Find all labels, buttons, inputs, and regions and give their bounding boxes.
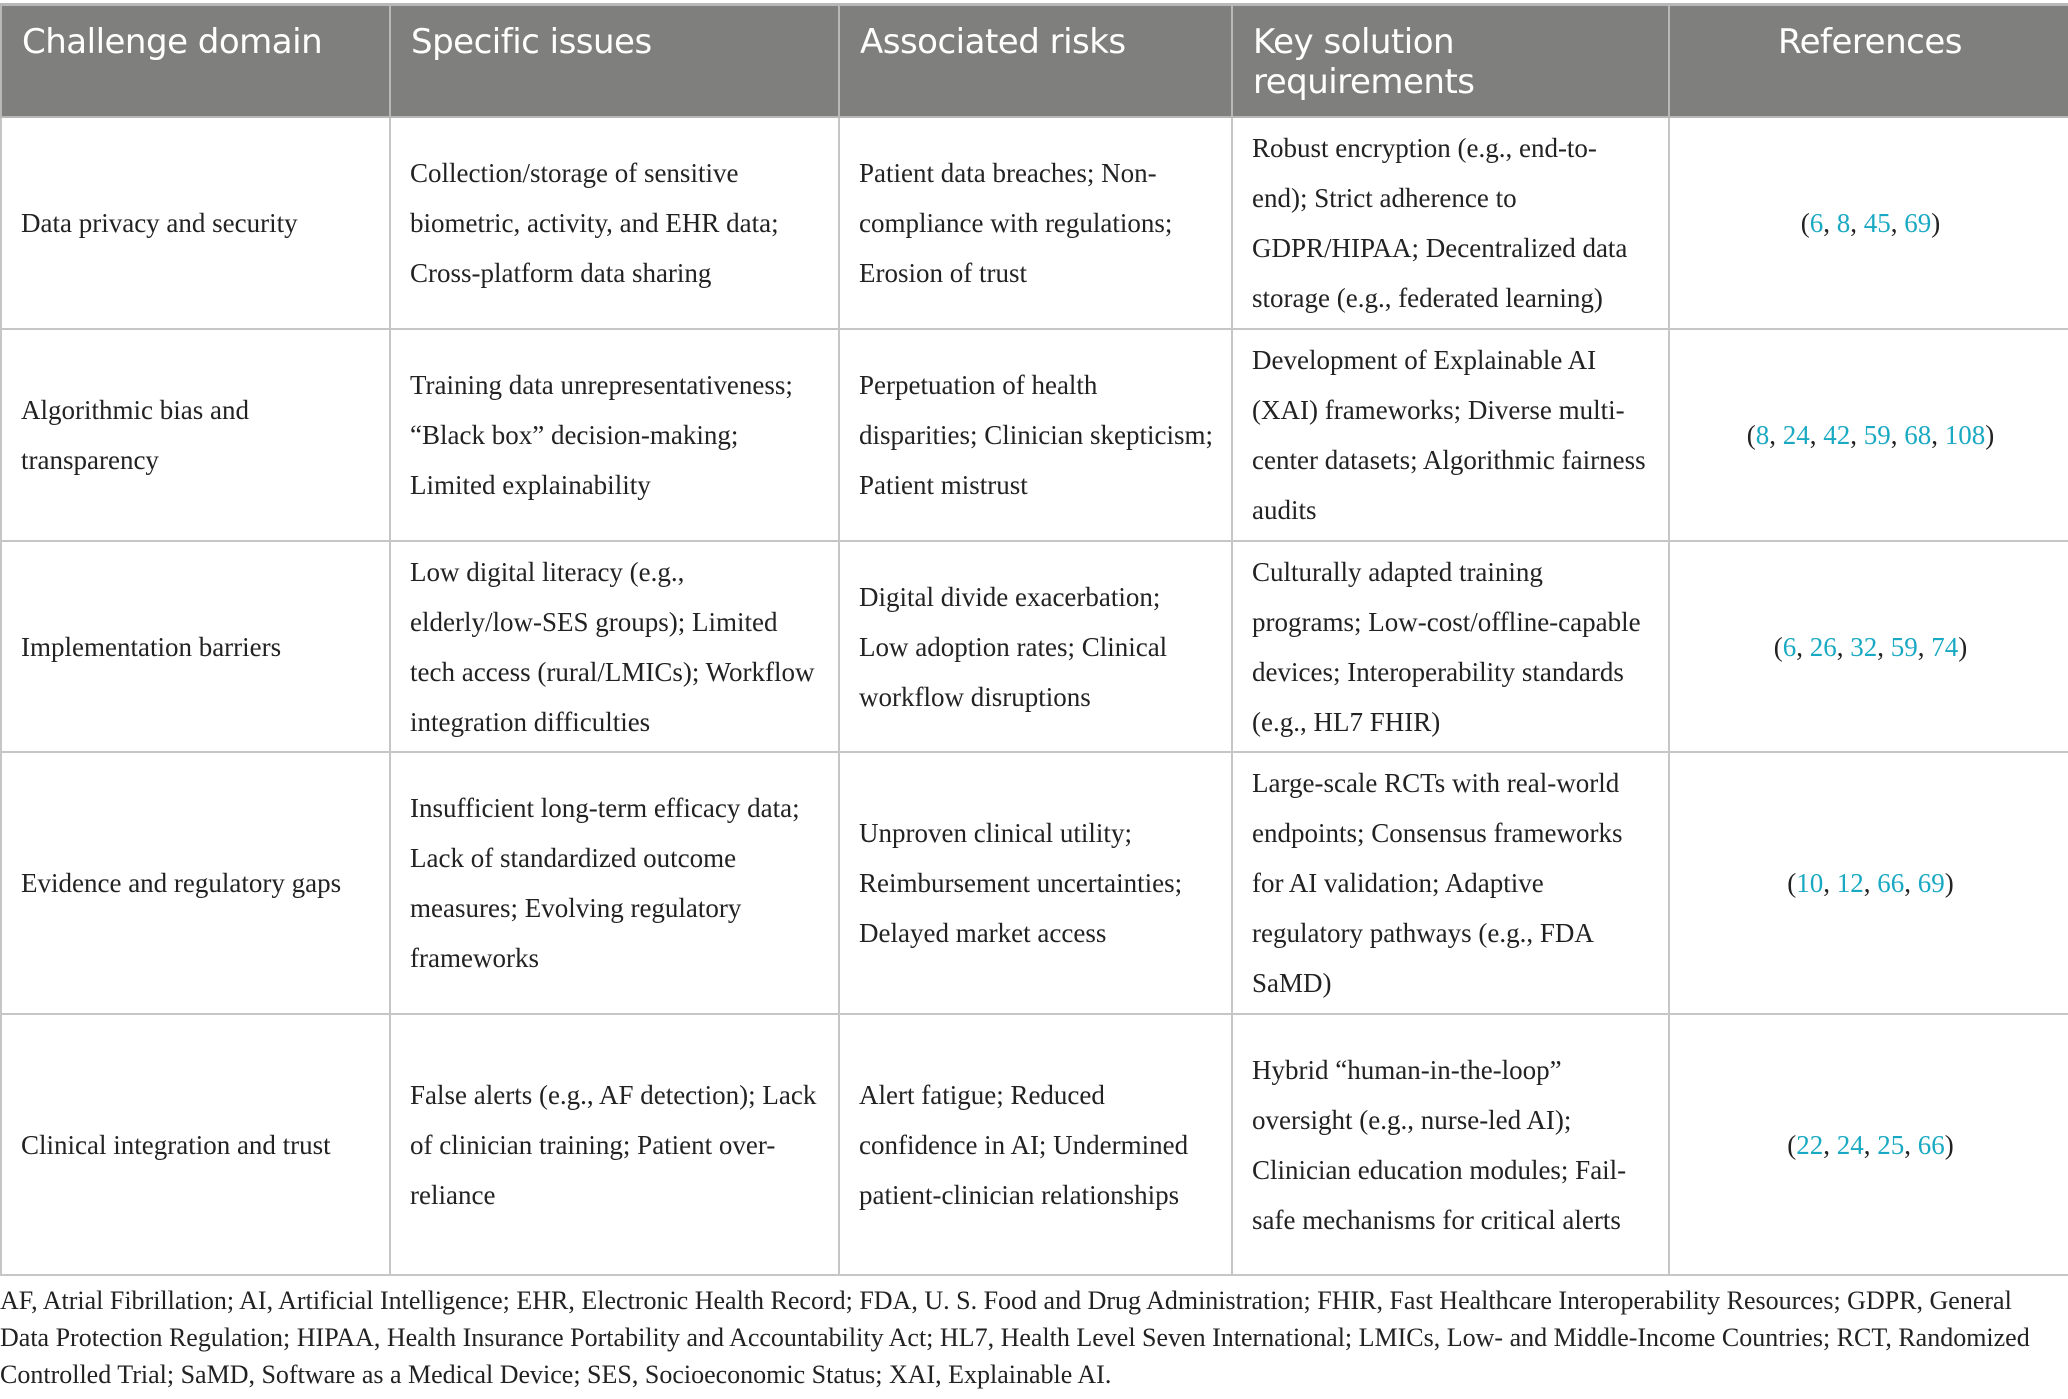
reference-link[interactable]: 6 bbox=[1809, 208, 1824, 238]
cell-references: (8, 24, 42, 59, 68, 108) bbox=[1669, 329, 2068, 541]
reference-link[interactable]: 59 bbox=[1890, 631, 1918, 662]
cell-solutions: Large-scale RCTs with real-world endpoints; Consensus frameworks for AI validation; Adaptive regulatory pathways (e.g., FDA SaMD) bbox=[1232, 752, 1669, 1014]
cell-issues: Insufficient long-term efficacy data; Lack of standardized outcome measures; Evolving regulatory frameworks bbox=[390, 752, 839, 1014]
cell-domain: Data privacy and security bbox=[1, 117, 390, 329]
reference-link[interactable]: 69 bbox=[1917, 868, 1945, 898]
header-specific-issues: Specific issues bbox=[390, 5, 839, 118]
reference-link[interactable]: 8 bbox=[1755, 420, 1770, 450]
reference-link[interactable]: 6 bbox=[1782, 631, 1797, 662]
cell-domain: Clinical integration and trust bbox=[1, 1014, 390, 1275]
table-body bbox=[1, 117, 2068, 1275]
reference-link[interactable]: 69 bbox=[1904, 208, 1932, 238]
reference-link[interactable]: 66 bbox=[1917, 1129, 1945, 1160]
cell-solutions: Development of Explainable AI (XAI) frameworks; Diverse multi-center datasets; Algorithmic fairness audits bbox=[1232, 329, 1669, 541]
cell-issues: False alerts (e.g., AF detection); Lack of clinician training; Patient over-reliance bbox=[390, 1014, 839, 1275]
reference-link[interactable]: 68 bbox=[1904, 420, 1932, 450]
cell-references: (22, 24, 25, 66) bbox=[1669, 1014, 2068, 1275]
reference-link[interactable]: 24 bbox=[1836, 1129, 1864, 1160]
reference-link[interactable]: 8 bbox=[1836, 208, 1851, 238]
table-row bbox=[1, 541, 2068, 752]
reference-link[interactable]: 59 bbox=[1863, 420, 1891, 450]
header-row bbox=[1, 5, 2068, 118]
header-challenge-domain: Challenge domain bbox=[1, 5, 390, 118]
cell-domain: Evidence and regulatory gaps bbox=[1, 752, 390, 1014]
cell-risks: Perpetuation of health disparities; Clinician skepticism; Patient mistrust bbox=[839, 329, 1232, 541]
table-row bbox=[1, 1014, 2068, 1275]
reference-link[interactable]: 24 bbox=[1782, 420, 1810, 450]
challenges-table bbox=[0, 3, 2068, 1276]
table-row bbox=[1, 752, 2068, 1014]
reference-link[interactable]: 66 bbox=[1877, 868, 1905, 898]
header-key-solution-requirements: Key solution requirements bbox=[1232, 5, 1669, 118]
cell-risks: Patient data breaches; Non-compliance with regulations; Erosion of trust bbox=[839, 117, 1232, 329]
table-footnote: AF, Atrial Fibrillation; AI, Artificial Intelligence; EHR, Electronic Health Record; FDA, U. S. Food and Drug Administration; FHIR, Fast Healthcare Interoperability Resources; GDPR, General Data Protection Regulation; HIPAA, Health Insurance Portability and Accountability Act; HL7, Health Level Seven International; LMICs, Low- and Middle-Income Countries; RCT, Randomized Controlled Trial; SaMD, Software as a Medical Device; SES, Socioeconomic Status; XAI, Explainable AI. bbox=[0, 1286, 2030, 1389]
reference-link[interactable]: 32 bbox=[1850, 631, 1878, 662]
header-references: References bbox=[1669, 5, 2068, 118]
cell-risks: Alert fatigue; Reduced confidence in AI; Undermined patient-clinician relationships bbox=[839, 1014, 1232, 1275]
table-row bbox=[1, 117, 2068, 329]
reference-link[interactable]: 45 bbox=[1863, 208, 1891, 238]
reference-link[interactable]: 74 bbox=[1931, 631, 1959, 662]
cell-solutions: Hybrid “human-in-the-loop” oversight (e.g., nurse-led AI); Clinician education modules; Fail-safe mechanisms for critical alerts bbox=[1232, 1014, 1669, 1275]
table-row bbox=[1, 329, 2068, 541]
cell-references: (10, 12, 66, 69) bbox=[1669, 752, 2068, 1014]
reference-link[interactable]: 10 bbox=[1796, 868, 1824, 898]
cell-references: (6, 26, 32, 59, 74) bbox=[1669, 541, 2068, 752]
header-associated-risks: Associated risks bbox=[839, 5, 1232, 118]
reference-link[interactable]: 22 bbox=[1796, 1129, 1824, 1160]
cell-risks: Digital divide exacerbation; Low adoption rates; Clinical workflow disruptions bbox=[839, 541, 1232, 752]
reference-link[interactable]: 108 bbox=[1944, 420, 1986, 450]
reference-link[interactable]: 26 bbox=[1809, 631, 1837, 662]
cell-domain: Algorithmic bias and transparency bbox=[1, 329, 390, 541]
reference-link[interactable]: 42 bbox=[1823, 420, 1851, 450]
cell-issues: Training data unrepresentativeness; “Black box” decision-making; Limited explainability bbox=[390, 329, 839, 541]
table-header bbox=[1, 5, 2068, 118]
cell-risks: Unproven clinical utility; Reimbursement uncertainties; Delayed market access bbox=[839, 752, 1232, 1014]
reference-link[interactable]: 25 bbox=[1877, 1129, 1905, 1160]
cell-solutions: Robust encryption (e.g., end-to-end); Strict adherence to GDPR/HIPAA; Decentralized data storage (e.g., federated learning) bbox=[1232, 117, 1669, 329]
cell-domain: Implementation barriers bbox=[1, 541, 390, 752]
cell-issues: Collection/storage of sensitive biometric, activity, and EHR data; Cross-platform data sharing bbox=[390, 117, 839, 329]
cell-references: (6, 8, 45, 69) bbox=[1669, 117, 2068, 329]
reference-link[interactable]: 12 bbox=[1836, 868, 1864, 898]
cell-solutions: Culturally adapted training programs; Low-cost/offline-capable devices; Interoperability standards (e.g., HL7 FHIR) bbox=[1232, 541, 1669, 752]
cell-issues: Low digital literacy (e.g., elderly/low-SES groups); Limited tech access (rural/LMICs); Workflow integration difficulties bbox=[390, 541, 839, 752]
